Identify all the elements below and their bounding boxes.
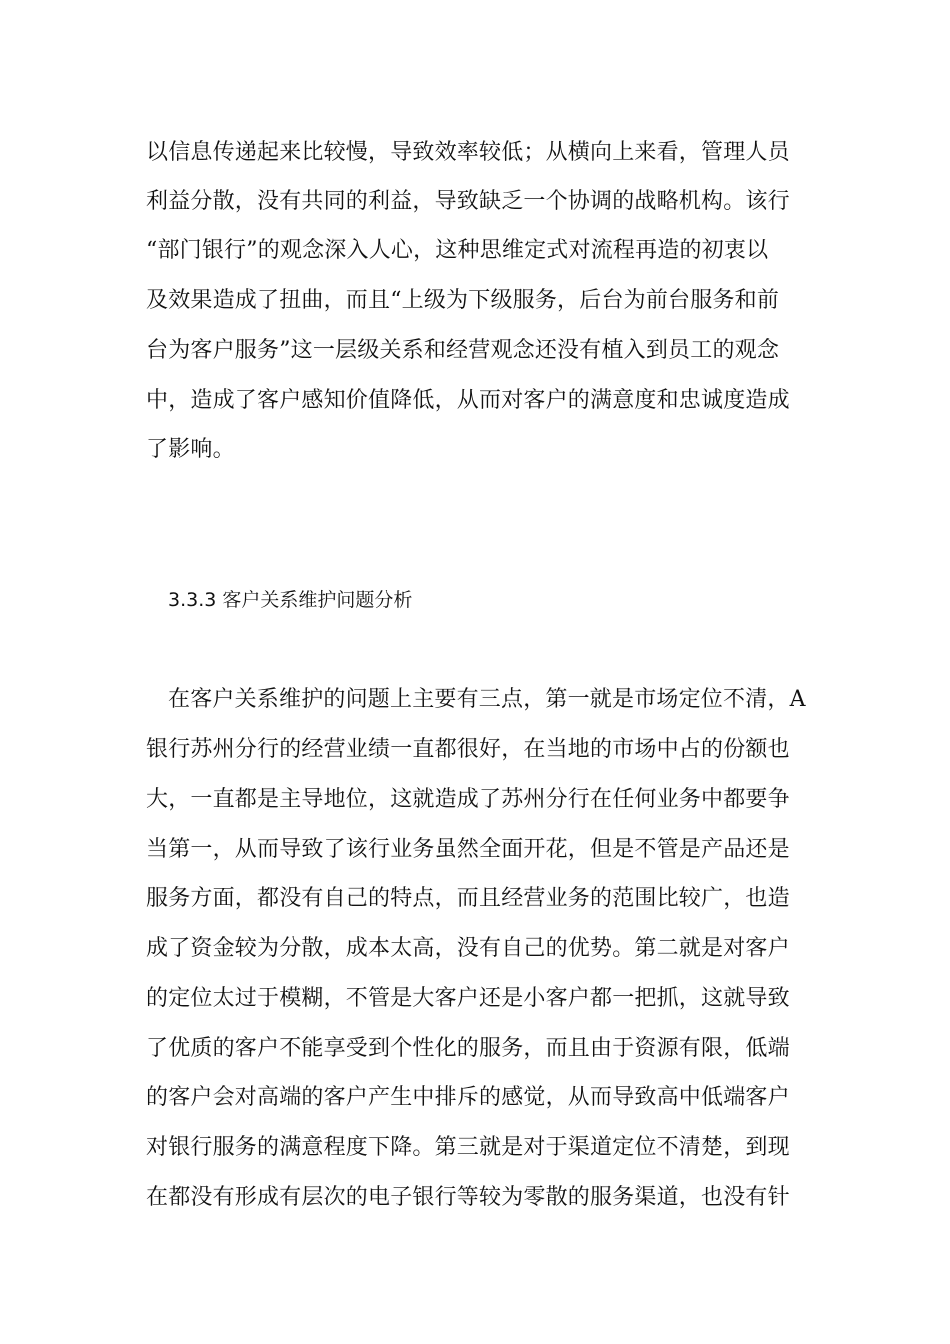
paragraph-1-line-6: 中，造成了客户感知价值降低，从而对客户的满意度和忠诚度造成	[146, 388, 790, 413]
paragraph-2-line-10: 对银行服务的满意程度下降。第三就是对于渠道定位不清楚，到现	[146, 1135, 790, 1160]
paragraph-2-line-8: 了优质的客户不能享受到个性化的服务，而且由于资源有限，低端	[146, 1036, 790, 1061]
paragraph-1-line-4: 及效果造成了扭曲，而且“上级为下级服务，后台为前台服务和前	[146, 288, 780, 313]
paragraph-1-line-2: 利益分散，没有共同的利益，导致缺乏一个协调的战略机构。该行	[146, 189, 790, 214]
section-heading: 3.3.3 客户关系维护问题分析	[168, 589, 413, 611]
paragraph-1-line-3: “部门银行”的观念深入人心，这种思维定式对流程再造的初衷以	[146, 238, 769, 263]
paragraph-2-line-9: 的客户会对高端的客户产生中排斥的感觉，从而导致高中低端客户	[146, 1085, 790, 1110]
paragraph-2-line-2: 银行苏州分行的经营业绩一直都很好，在当地的市场中占的份额也	[146, 737, 790, 762]
paragraph-1-line-5: 台为客户服务”这一层级关系和经营观念还没有植入到员工的观念	[146, 338, 780, 363]
paragraph-2-line-4: 当第一，从而导致了该行业务虽然全面开花，但是不管是产品还是	[146, 837, 790, 862]
paragraph-2-line-6: 成了资金较为分散，成本太高，没有自己的优势。第二就是对客户	[146, 936, 790, 961]
paragraph-2-line-1: 在客户关系维护的问题上主要有三点，第一就是市场定位不清，A	[168, 687, 806, 712]
paragraph-2-line-11: 在都没有形成有层次的电子银行等较为零散的服务渠道，也没有针	[146, 1185, 790, 1210]
paragraph-2-line-5: 服务方面，都没有自己的特点，而且经营业务的范围比较广，也造	[146, 886, 790, 911]
paragraph-2-line-7: 的定位太过于模糊，不管是大客户还是小客户都一把抓，这就导致	[146, 986, 790, 1011]
paragraph-2-line-3: 大，一直都是主导地位，这就造成了苏州分行在任何业务中都要争	[146, 787, 790, 812]
paragraph-1-line-7: 了影响。	[146, 437, 235, 462]
paragraph-1-line-1: 以信息传递起来比较慢，导致效率较低；从横向上来看，管理人员	[146, 140, 790, 165]
